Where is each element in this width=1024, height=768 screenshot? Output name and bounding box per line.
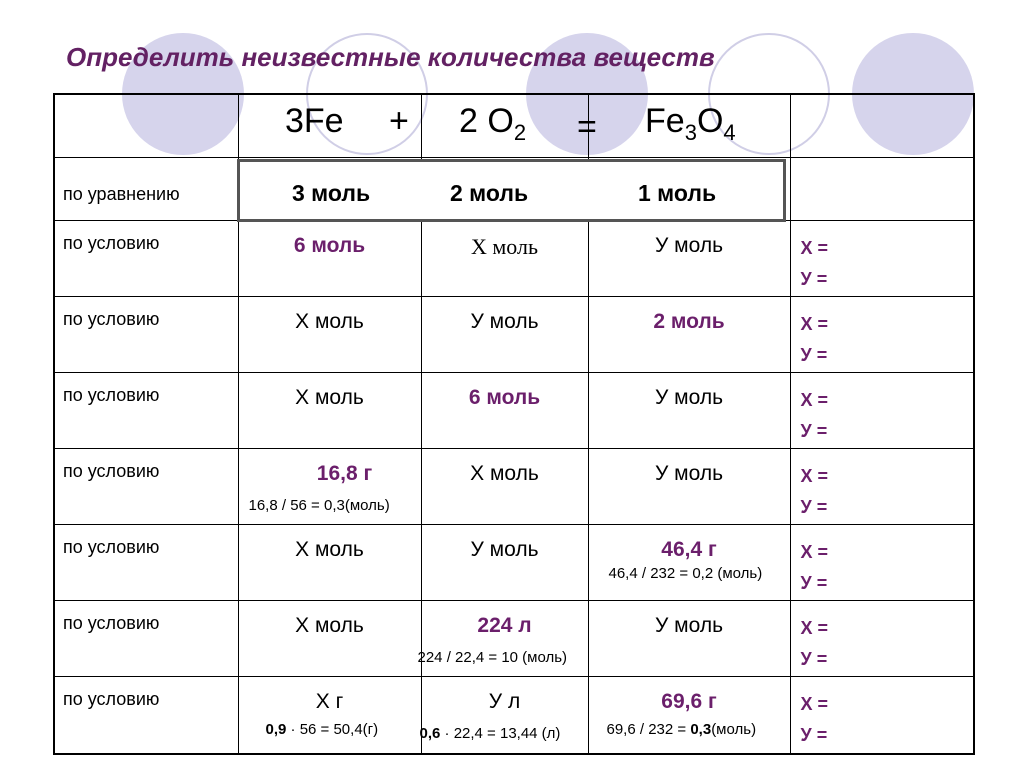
fe-calculation: 16,8 / 56 = 0,3(моль) <box>248 497 390 514</box>
o2-calculation: 224 / 22,4 = 10 (моль) <box>417 649 568 666</box>
y-answer: У = <box>800 725 828 745</box>
fe3o4-amount: У моль <box>654 462 724 485</box>
equals-sign: = <box>577 108 597 146</box>
y-answer: У = <box>800 345 828 365</box>
y-answer: У = <box>800 573 828 593</box>
o2-amount: Х моль <box>470 234 539 259</box>
x-answer: Х = <box>800 238 829 258</box>
plus-sign: + <box>389 102 409 140</box>
condition-row <box>54 601 974 677</box>
condition-row <box>54 677 974 755</box>
row-label: по условию <box>63 537 160 557</box>
x-answer: Х = <box>800 542 829 562</box>
fe3o4-calculation: 69,6 / 232 = 0,3(моль) <box>606 721 757 738</box>
fe-amount: 16,8 г <box>316 462 373 485</box>
o2-calculation: 0,6 · 22,4 = 13,44 (л) <box>419 725 561 742</box>
fe-amount: Х моль <box>295 310 364 333</box>
answer-fields <box>801 461 829 523</box>
stoichiometry-box <box>237 159 786 222</box>
answer-fields <box>801 309 829 371</box>
answer-fields <box>801 385 829 447</box>
reactant-o2: 2 $O_2$ <box>459 102 527 145</box>
condition-row <box>54 221 974 297</box>
row-label: по условию <box>63 385 160 405</box>
row-label-equation: по уравнению <box>63 184 180 204</box>
x-answer: Х = <box>800 618 829 638</box>
o2-amount: Х моль <box>470 462 539 485</box>
fe3o4-moles-equation: 1 моль <box>638 180 717 206</box>
row-label: по условию <box>63 309 160 329</box>
page-title: Определить неизвестные количества веществ <box>66 42 715 72</box>
fe3o4-calculation: 46,4 / 232 = 0,2 (моль) <box>608 565 763 582</box>
y-answer: У = <box>800 649 828 669</box>
answer-fields <box>801 537 829 599</box>
answer-fields <box>801 233 829 295</box>
y-answer: У = <box>800 269 828 289</box>
x-answer: Х = <box>800 314 829 334</box>
fe3o4-amount: 2 моль <box>653 310 725 333</box>
fe-amount: Х моль <box>295 538 364 561</box>
reactant-fe: 3Fe <box>285 102 344 140</box>
answer-fields <box>801 689 829 751</box>
row-label: по условию <box>63 233 160 253</box>
condition-row <box>54 297 974 373</box>
fe-amount: Х моль <box>295 614 364 637</box>
y-answer: У = <box>800 421 828 441</box>
fe-calculation: 0,9 · 56 = 50,4(г) <box>265 721 379 738</box>
o2-amount: У л <box>488 690 521 713</box>
fe3o4-amount: 46,4 г <box>661 538 717 561</box>
row-label: по условию <box>63 461 160 481</box>
fe-amount: Х моль <box>295 386 364 409</box>
answer-fields <box>801 613 829 675</box>
condition-row <box>54 449 974 525</box>
o2-amount: 224 л <box>477 614 532 637</box>
fe-amount: 6 моль <box>293 234 366 257</box>
fe3o4-amount: У моль <box>654 234 724 257</box>
row-label: по условию <box>63 613 160 633</box>
o2-amount: У моль <box>470 310 539 333</box>
o2-amount: У моль <box>470 538 539 561</box>
fe3o4-amount: 69,6 г <box>661 690 717 713</box>
condition-row <box>54 373 974 449</box>
fe-amount: Х г <box>315 690 344 713</box>
x-answer: Х = <box>800 466 829 486</box>
product-fe3o4: $Fe_3O_4$ <box>645 102 736 145</box>
x-answer: Х = <box>800 390 829 410</box>
x-answer: Х = <box>800 694 829 714</box>
fe-moles-equation: 3 моль <box>292 180 371 206</box>
fe3o4-amount: У моль <box>654 614 724 637</box>
row-label: по условию <box>63 689 160 709</box>
fe3o4-amount: У моль <box>654 386 724 409</box>
o2-moles-equation: 2 моль <box>450 180 529 206</box>
y-answer: У = <box>800 497 828 517</box>
o2-amount: 6 моль <box>468 386 541 409</box>
condition-row <box>54 525 974 601</box>
